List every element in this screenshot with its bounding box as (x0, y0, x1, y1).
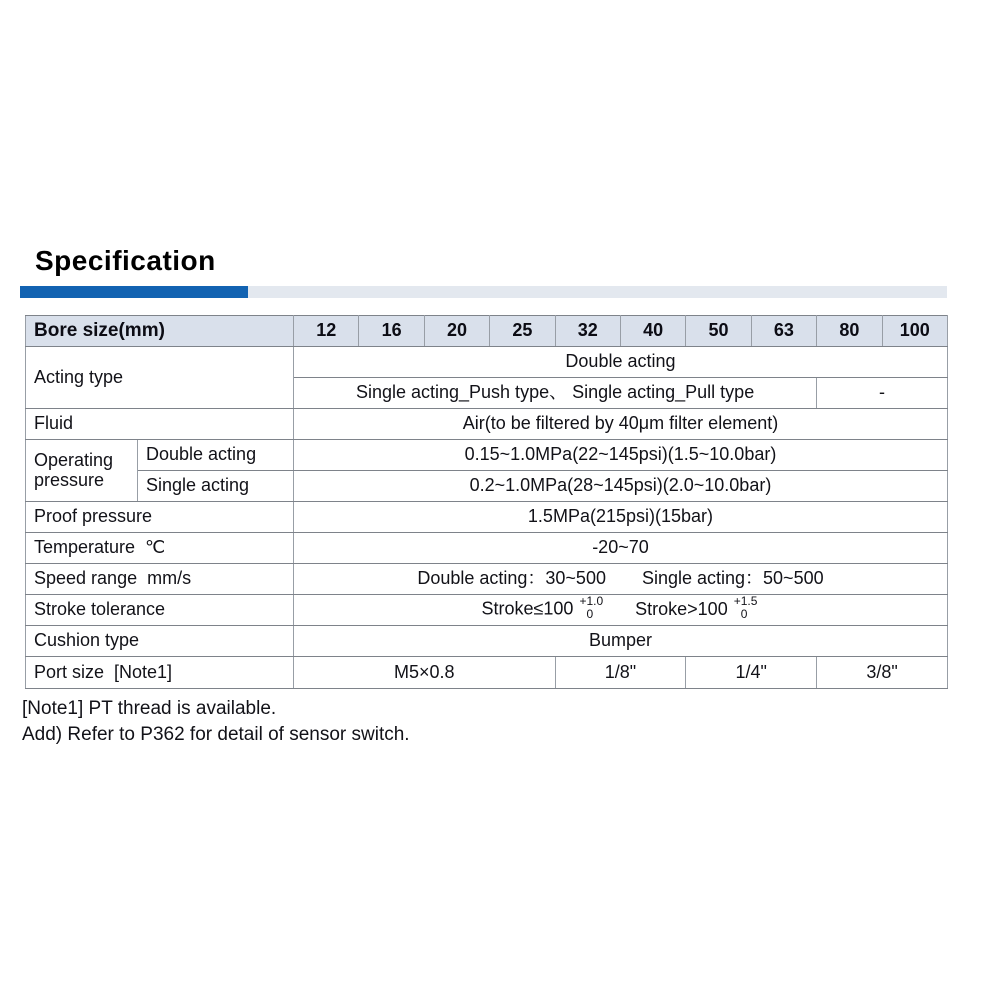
port-size-label: Port size [Note1] (26, 656, 294, 688)
stroke-le-lower: 0 (586, 606, 594, 621)
speed-range-value (294, 563, 948, 594)
stroke-gt-text: Stroke>100 (635, 598, 728, 619)
row-operating-pressure-single (26, 470, 948, 501)
temperature-value: -20~70 (294, 532, 948, 563)
specification-table (25, 315, 948, 689)
title-underline-accent (20, 286, 248, 298)
header-bore-63: 63 (751, 315, 816, 346)
header-bore-12: 12 (294, 315, 359, 346)
acting-type-single-value: Single acting_Push type、 Single acting_Pull type (294, 377, 817, 408)
stroke-tolerance-value (294, 594, 948, 625)
header-bore-20: 20 (424, 315, 489, 346)
row-acting-type-double (26, 346, 948, 377)
row-cushion-type (26, 625, 948, 656)
page-title: Specification (35, 245, 216, 276)
operating-pressure-double-sublabel: Double acting (138, 439, 294, 470)
row-port-size (26, 656, 948, 688)
header-bore-32: 32 (555, 315, 620, 346)
stroke-gt-tolerance (734, 595, 758, 620)
header-bore-50: 50 (686, 315, 751, 346)
header-bore-100: 100 (882, 315, 947, 346)
port-size-m5: M5×0.8 (294, 656, 556, 688)
stroke-le-text: Stroke≤100 (481, 598, 574, 619)
table-header-row (26, 315, 948, 346)
header-bore-80: 80 (817, 315, 882, 346)
port-size-1-4: 1/4" (686, 656, 817, 688)
row-operating-pressure-double (26, 439, 948, 470)
fluid-value: Air(to be filtered by 40μm filter element) (294, 408, 948, 439)
header-bore-16: 16 (359, 315, 424, 346)
stroke-gt-lower: 0 (740, 606, 748, 621)
operating-pressure-double-value: 0.15~1.0MPa(22~145psi)(1.5~10.0bar) (294, 439, 948, 470)
cushion-type-value: Bumper (294, 625, 948, 656)
title-underline-bar (20, 286, 947, 298)
stroke-le-upper: +1.0 (579, 594, 604, 609)
header-bore-40: 40 (620, 315, 685, 346)
footnote-2: Add) Refer to P362 for detail of sensor switch. (22, 723, 410, 745)
footnotes (22, 696, 1000, 748)
acting-type-label: Acting type (26, 346, 294, 408)
header-bore-size-label: Bore size(mm) (26, 315, 294, 346)
acting-type-double-value: Double acting (294, 346, 948, 377)
operating-pressure-label: Operating pressure (26, 439, 138, 501)
cushion-type-label: Cushion type (26, 625, 294, 656)
row-stroke-tolerance (26, 594, 948, 625)
port-size-3-8: 3/8" (817, 656, 948, 688)
temperature-label: Temperature ℃ (26, 532, 294, 563)
stroke-le-tolerance (579, 595, 603, 620)
speed-range-label: Speed range mm/s (26, 563, 294, 594)
port-size-1-8: 1/8" (555, 656, 686, 688)
operating-pressure-single-sublabel: Single acting (138, 470, 294, 501)
proof-pressure-label: Proof pressure (26, 501, 294, 532)
speed-range-single: Single acting：50~500 (641, 568, 824, 589)
footnote-1: [Note1] PT thread is available. (22, 697, 277, 719)
speed-range-double: Double acting：30~500 (417, 568, 606, 589)
operating-pressure-single-value: 0.2~1.0MPa(28~145psi)(2.0~10.0bar) (294, 470, 948, 501)
fluid-label: Fluid (26, 408, 294, 439)
stroke-tolerance-label: Stroke tolerance (26, 594, 294, 625)
row-temperature (26, 532, 948, 563)
stroke-gt-upper: +1.5 (733, 594, 758, 609)
row-speed-range (26, 563, 948, 594)
proof-pressure-value: 1.5MPa(215psi)(15bar) (294, 501, 948, 532)
acting-type-na-value: - (817, 377, 948, 408)
header-bore-25: 25 (490, 315, 555, 346)
row-proof-pressure (26, 501, 948, 532)
row-fluid (26, 408, 948, 439)
